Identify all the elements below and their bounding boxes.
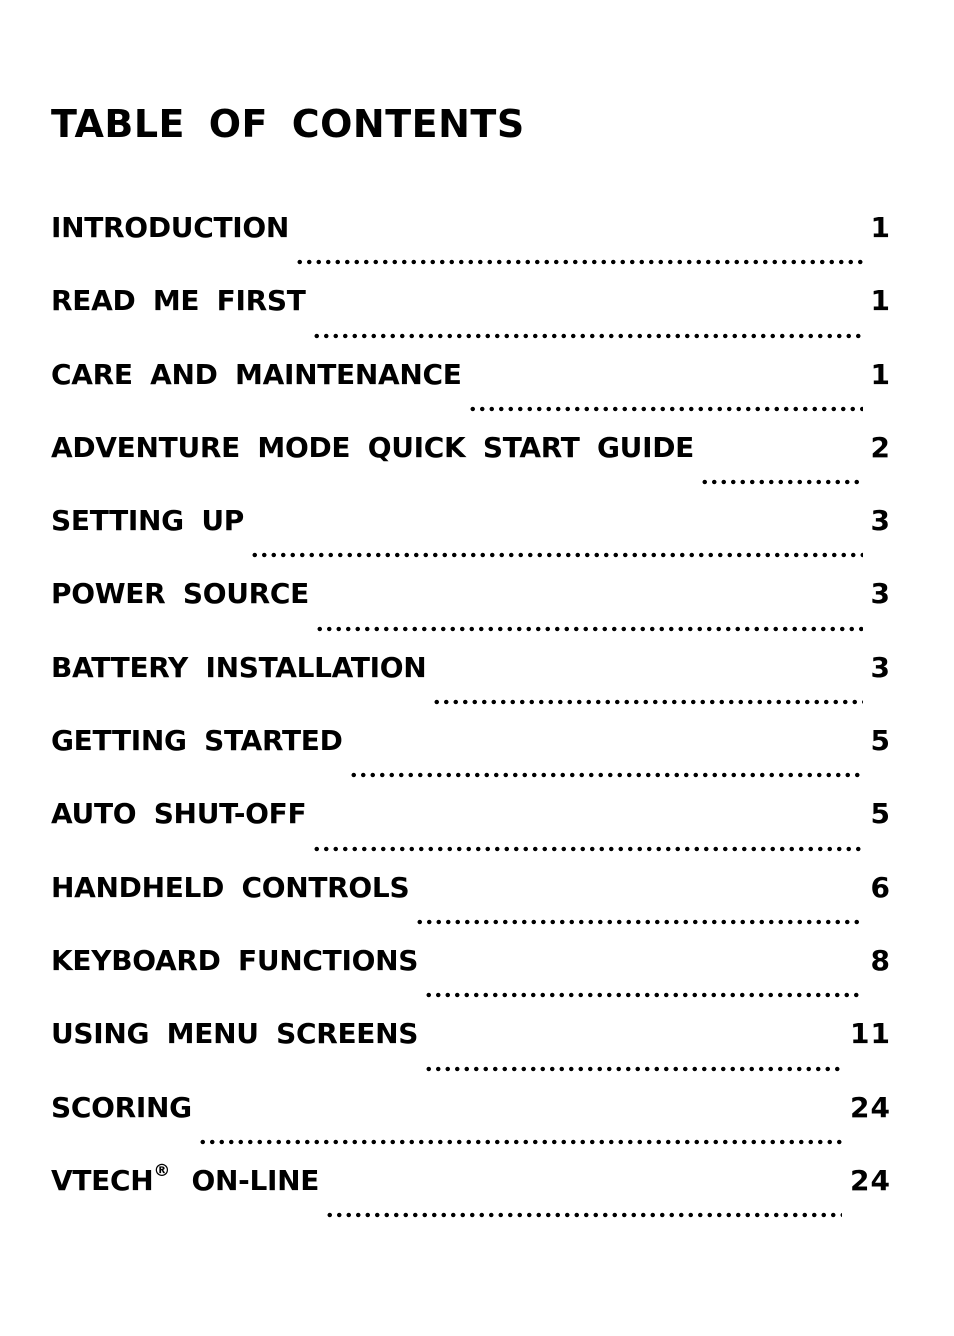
toc-entry-page: 1: [870, 211, 891, 244]
toc-entry-label: AUTO SHUT-OFF: [51, 797, 307, 831]
toc-entry-care-and-maintenance: [51, 353, 891, 426]
toc-entry-page: 5: [870, 724, 891, 758]
toc-entry-page: 1: [870, 284, 891, 318]
dot-leader: [198, 1139, 842, 1145]
toc-entry-scoring: [51, 1086, 891, 1159]
toc-entry-label: INTRODUCTION: [51, 211, 289, 244]
label-suffix: ON-LINE: [191, 1163, 320, 1197]
toc-entry-page: 5: [870, 797, 891, 831]
dot-leader: [325, 1212, 842, 1218]
toc-entry-getting-started: [51, 719, 891, 792]
toc-entry-page: 3: [870, 504, 891, 538]
toc-entry-vtech-on-line: [51, 1159, 891, 1232]
toc-entry-auto-shut-off: [51, 792, 891, 865]
dot-leader: [312, 333, 863, 339]
toc-entry-label: SETTING UP: [51, 504, 244, 538]
registered-mark: ®: [153, 1160, 171, 1181]
toc-entry-read-me-first: [51, 279, 891, 352]
dot-leader: [424, 1066, 842, 1072]
dot-leader: [312, 846, 862, 852]
toc-entry-page: 8: [870, 943, 891, 977]
toc-entry-label: USING MENU SCREENS: [51, 1017, 419, 1051]
dot-leader: [250, 552, 863, 558]
toc-entry-page: 24: [850, 1163, 891, 1197]
dot-leader: [415, 919, 862, 925]
toc-entry-introduction: [51, 206, 891, 279]
toc-entry-label: ADVENTURE MODE QUICK START GUIDE: [51, 430, 694, 464]
dot-leader: [468, 406, 863, 412]
dot-leader: [349, 772, 863, 778]
toc-entry-label: POWER SOURCE: [51, 577, 309, 611]
toc-entry-page: 24: [850, 1090, 891, 1124]
toc-entry-keyboard-functions: [51, 939, 891, 1012]
dot-leader: [432, 699, 862, 705]
toc-entry-label: [51, 1159, 319, 1203]
toc-entry-setting-up: [51, 499, 891, 572]
toc-entry-page: 2: [870, 430, 891, 464]
toc-entry-handheld-controls: [51, 866, 891, 939]
toc-title: TABLE OF CONTENTS: [51, 102, 525, 146]
toc-entry-adventure-mode-quick-start-guide: [51, 426, 891, 499]
toc-entry-using-menu-screens: [51, 1012, 891, 1085]
toc-entry-label: GETTING STARTED: [51, 724, 343, 758]
toc-entry-page: 1: [870, 357, 891, 391]
brand-name: VTECH: [51, 1163, 154, 1197]
toc-entry-power-source: [51, 572, 891, 645]
toc-entry-page: 6: [870, 870, 891, 904]
toc-entry-page: 3: [870, 650, 891, 684]
toc-entry-page: 3: [870, 577, 891, 611]
dot-leader: [424, 992, 862, 998]
toc-entry-battery-installation: [51, 646, 891, 719]
toc-entry-page: 11: [850, 1017, 891, 1051]
toc-entry-label: CARE AND MAINTENANCE: [51, 357, 462, 391]
toc-entry-label: KEYBOARD FUNCTIONS: [51, 943, 419, 977]
toc-entry-label: HANDHELD CONTROLS: [51, 870, 410, 904]
dot-leader: [700, 479, 863, 485]
dot-leader: [295, 259, 863, 265]
toc-entry-label: BATTERY INSTALLATION: [51, 650, 427, 684]
toc-entry-label: READ ME FIRST: [51, 284, 306, 318]
toc-list: [51, 206, 891, 1232]
toc-entry-label: SCORING: [51, 1090, 192, 1124]
dot-leader: [315, 626, 863, 632]
